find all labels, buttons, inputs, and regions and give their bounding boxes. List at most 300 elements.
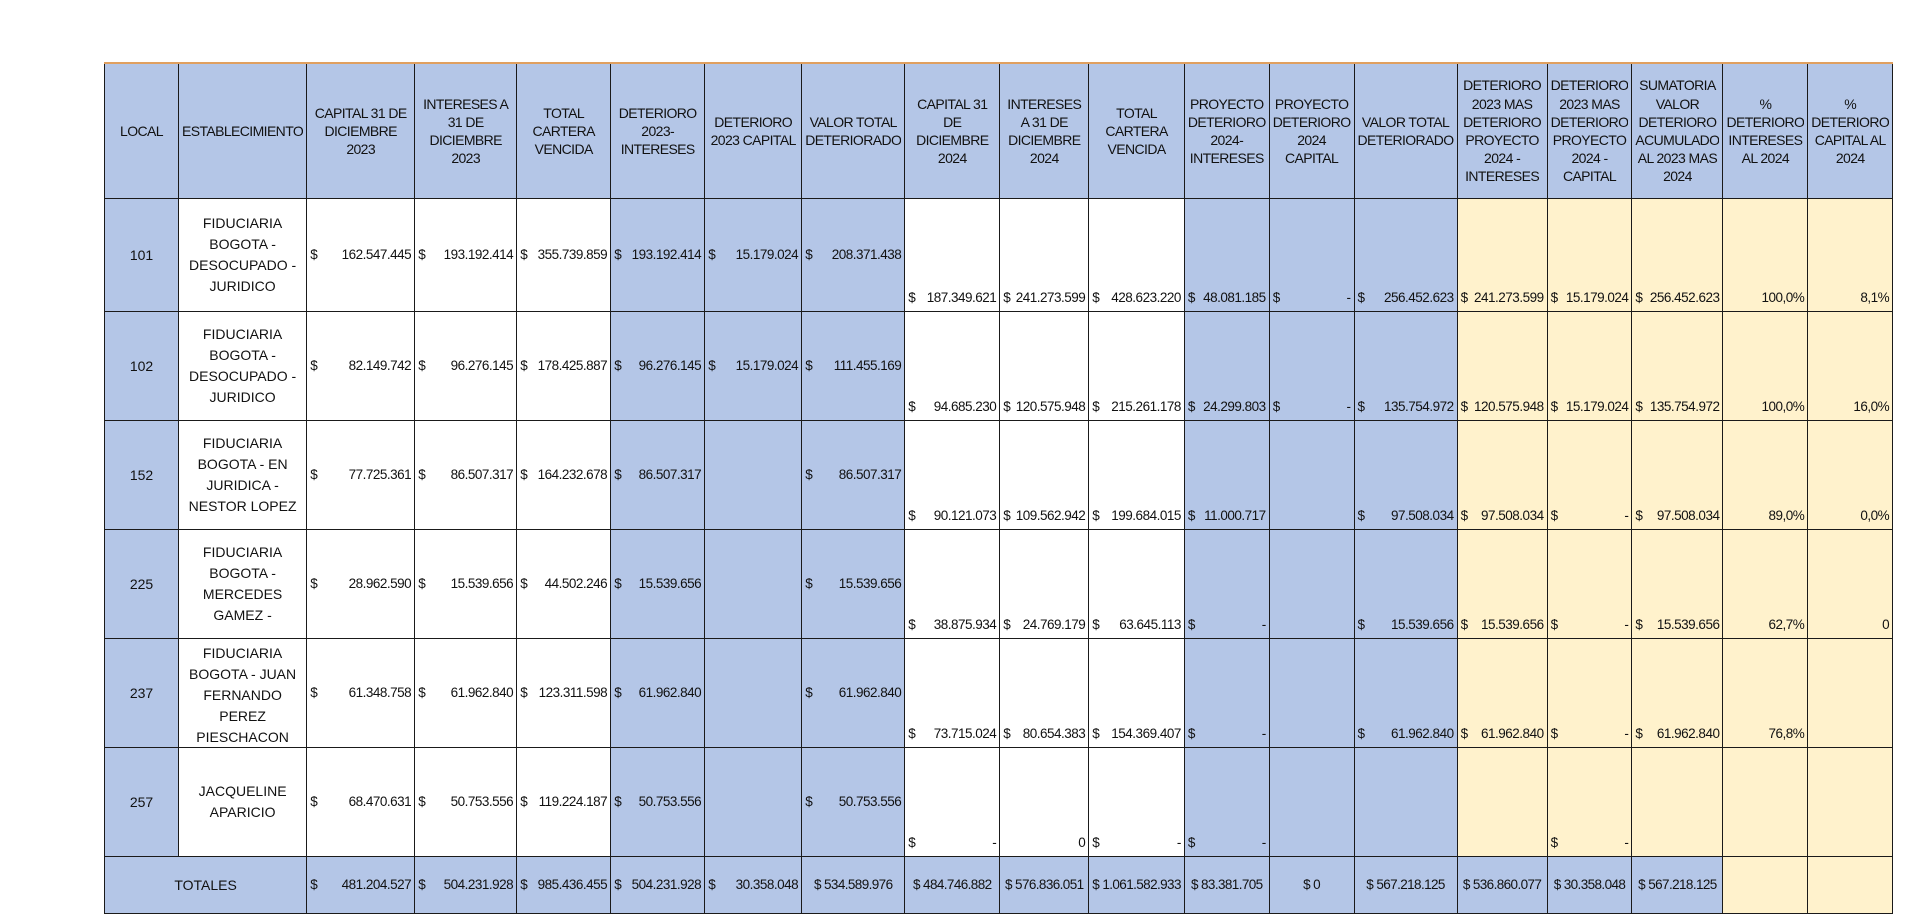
total-2023-cell xyxy=(517,639,611,748)
amount-value: 44.502.246 xyxy=(544,576,608,592)
valor-det-2024-cell xyxy=(1354,312,1457,421)
currency-symbol: $ xyxy=(614,247,622,263)
currency-symbol: $ xyxy=(418,576,426,592)
currency-symbol: $ xyxy=(1187,399,1195,415)
amount-value: 86.507.317 xyxy=(450,467,514,483)
acum-int-cell xyxy=(1457,312,1547,421)
column-header xyxy=(1632,63,1723,199)
acum-cap-cell xyxy=(1547,530,1632,639)
amount-value: 50.753.556 xyxy=(638,794,702,810)
currency-symbol: $ xyxy=(1187,726,1195,742)
local-cell: 102 xyxy=(105,312,179,421)
column-header-label: PROYECTO DETERIORO 2024-INTERESES xyxy=(1187,95,1266,167)
currency-symbol: $ xyxy=(1357,617,1365,633)
proy-int-2024-cell xyxy=(1184,530,1269,639)
amount-value: - xyxy=(1624,617,1629,633)
currency-symbol: $ xyxy=(614,467,622,483)
pct-cap-cell xyxy=(1808,639,1893,748)
currency-symbol: $ xyxy=(1003,508,1011,524)
currency-symbol: $ xyxy=(310,877,318,893)
amount-value: 187.349.621 xyxy=(926,290,997,306)
intereses-2023-cell xyxy=(415,421,517,530)
amount-value: 123.311.598 xyxy=(538,685,608,701)
currency-symbol: $ xyxy=(908,290,916,306)
currency-symbol: $ xyxy=(1357,508,1365,524)
column-header-label: VALOR TOTAL DETERIORADO xyxy=(805,113,902,148)
establecimiento-text: FIDUCIARIA BOGOTA - MERCEDES GAMEZ - xyxy=(202,544,283,623)
amount-value: 199.684.015 xyxy=(1111,508,1181,524)
currency-symbol: $ xyxy=(1635,399,1643,415)
amount-value: 68.470.631 xyxy=(348,794,412,810)
currency-symbol: $ xyxy=(418,247,426,263)
amount-value: - xyxy=(1346,399,1351,415)
total-capital-2024: $ 484.746.882 xyxy=(905,857,1000,914)
det-cap-2023-cell xyxy=(705,530,802,639)
amount-value: 15.539.656 xyxy=(838,576,902,592)
establecimiento-cell xyxy=(179,199,307,312)
amount-value: 50.753.556 xyxy=(838,794,902,810)
total-det-cap-2023 xyxy=(705,857,802,914)
currency-symbol: $ xyxy=(1092,508,1100,524)
amount-value: 24.769.179 xyxy=(1022,617,1086,633)
currency-symbol: $ xyxy=(708,247,716,263)
intereses-2024-cell xyxy=(1000,639,1089,748)
total-capital-2023 xyxy=(307,857,415,914)
amount-value: 256.452.623 xyxy=(1384,290,1454,306)
sumatoria-cell xyxy=(1632,530,1723,639)
amount-value: 154.369.407 xyxy=(1111,726,1181,742)
column-header xyxy=(1184,63,1269,199)
establecimiento-text: JACQUELINE APARICIO xyxy=(198,783,287,820)
currency-symbol: $ xyxy=(1003,290,1011,306)
amount-value: 15.179.024 xyxy=(1565,290,1629,306)
intereses-2023-cell xyxy=(415,530,517,639)
valor-det-2023-cell xyxy=(802,199,905,312)
total-pct-cap xyxy=(1808,857,1893,914)
proy-cap-2024-cell xyxy=(1269,530,1354,639)
currency-symbol: $ xyxy=(805,794,813,810)
amount-value: 50.753.556 xyxy=(450,794,514,810)
valor-det-2024-cell xyxy=(1354,639,1457,748)
currency-symbol: $ xyxy=(1460,617,1468,633)
currency-symbol: $ xyxy=(708,358,716,374)
amount-value: 61.962.840 xyxy=(838,685,902,701)
currency-symbol: $ xyxy=(1550,508,1558,524)
currency-symbol: $ xyxy=(1635,508,1643,524)
total-acum-cap: $ 30.358.048 xyxy=(1547,857,1632,914)
amount-value: 109.562.942 xyxy=(1015,508,1086,524)
amount-value: 15.539.656 xyxy=(638,576,702,592)
column-header-label: % DETERIORO INTERESES AL 2024 xyxy=(1726,95,1805,167)
acum-cap-cell xyxy=(1547,312,1632,421)
amount-value: 428.623.220 xyxy=(1111,290,1181,306)
currency-symbol: $ xyxy=(310,576,318,592)
currency-symbol: $ xyxy=(1635,726,1643,742)
column-header xyxy=(705,63,802,199)
amount-value: 355.739.859 xyxy=(537,247,608,263)
currency-symbol: $ xyxy=(520,467,528,483)
amount-value: 61.962.840 xyxy=(1391,726,1454,742)
table-row xyxy=(105,199,1893,312)
currency-symbol: $ xyxy=(1357,726,1365,742)
sumatoria-cell xyxy=(1632,312,1723,421)
amount-value: - xyxy=(992,835,997,851)
currency-symbol: $ xyxy=(310,358,318,374)
totals-row xyxy=(105,857,1893,914)
currency-symbol: $ xyxy=(520,877,528,893)
local-cell: 257 xyxy=(105,748,179,857)
amount-value: 80.654.383 xyxy=(1022,726,1086,742)
pct-int-cell: 89,0% xyxy=(1723,421,1808,530)
amount-value: 111.455.169 xyxy=(833,358,902,374)
currency-symbol: $ xyxy=(418,467,426,483)
intereses-2024-cell xyxy=(1000,199,1089,312)
currency-symbol: $ xyxy=(418,685,426,701)
amount-value: - xyxy=(1261,726,1266,742)
amount-value: 208.371.438 xyxy=(831,247,902,263)
column-header xyxy=(802,63,905,199)
amount-value: 90.121.073 xyxy=(933,508,997,524)
det-int-2023-cell xyxy=(611,530,705,639)
proy-int-2024-cell xyxy=(1184,748,1269,857)
currency-symbol: $ xyxy=(418,794,426,810)
proy-int-2024-cell xyxy=(1184,199,1269,312)
column-header xyxy=(179,63,307,199)
currency-symbol: $ xyxy=(1003,617,1011,633)
column-header xyxy=(1269,63,1354,199)
det-int-2023-cell xyxy=(611,312,705,421)
currency-symbol: $ xyxy=(908,617,916,633)
column-header xyxy=(1354,63,1457,199)
acum-cap-cell xyxy=(1547,639,1632,748)
column-header-label: LOCAL xyxy=(120,122,163,139)
amount-value: 24.299.803 xyxy=(1203,399,1266,415)
currency-symbol: $ xyxy=(1357,399,1365,415)
establecimiento-cell xyxy=(179,421,307,530)
intereses-2023-cell xyxy=(415,639,517,748)
currency-symbol: $ xyxy=(805,685,813,701)
column-header-label: DETERIORO 2023 CAPITAL xyxy=(710,113,796,148)
amount-value: 15.179.024 xyxy=(735,247,799,263)
establecimiento-text: FIDUCIARIA BOGOTA - DESOCUPADO - JURIDICO xyxy=(189,215,297,294)
det-cap-2023-cell xyxy=(705,312,802,421)
acum-cap-cell xyxy=(1547,748,1632,857)
det-int-2023-cell xyxy=(611,639,705,748)
header-row xyxy=(105,63,1893,199)
currency-symbol: $ xyxy=(1187,290,1195,306)
establecimiento-text: FIDUCIARIA BOGOTA - DESOCUPADO - JURIDICO xyxy=(189,326,297,405)
amount-value: 164.232.678 xyxy=(537,467,608,483)
currency-symbol: $ xyxy=(1187,508,1195,524)
amount-value: 38.875.934 xyxy=(933,617,997,633)
currency-symbol: $ xyxy=(1460,399,1468,415)
intereses-2024-cell xyxy=(1000,748,1089,857)
amount-value: 0 xyxy=(1078,835,1086,851)
table-row xyxy=(105,748,1893,857)
column-header xyxy=(905,63,1000,199)
total-2023-cell xyxy=(517,199,611,312)
acum-cap-cell xyxy=(1547,199,1632,312)
column-header-label: SUMATORIA VALOR DETERIORO ACUMULADO AL 2023 MAS 2024 xyxy=(1635,77,1720,185)
column-header-label: INTERESES A 31 DE DICIEMBRE 2024 xyxy=(1007,95,1082,167)
currency-symbol: $ xyxy=(1092,399,1100,415)
local-cell: 237 xyxy=(105,639,179,748)
sumatoria-cell xyxy=(1632,421,1723,530)
currency-symbol: $ xyxy=(1092,290,1100,306)
amount-value: 61.962.840 xyxy=(1481,726,1544,742)
amount-value: - xyxy=(1261,835,1266,851)
amount-value: 15.179.024 xyxy=(1565,399,1629,415)
currency-symbol: $ xyxy=(1357,290,1365,306)
amount-value: 96.276.145 xyxy=(450,358,514,374)
currency-symbol: $ xyxy=(708,877,716,893)
column-header-label: % DETERIORO CAPITAL AL 2024 xyxy=(1811,95,1890,167)
column-header-label: TOTAL CARTERA VENCIDA xyxy=(532,104,595,158)
column-header xyxy=(517,63,611,199)
currency-symbol: $ xyxy=(1003,399,1011,415)
total-acum-int: $ 536.860.077 xyxy=(1457,857,1547,914)
amount-value: 30.358.048 xyxy=(735,877,799,893)
total-intereses-2024: $ 576.836.051 xyxy=(1000,857,1089,914)
capital-2023-cell xyxy=(307,421,415,530)
capital-2024-cell xyxy=(905,312,1000,421)
currency-symbol: $ xyxy=(1092,835,1100,851)
table-row xyxy=(105,421,1893,530)
capital-2023-cell xyxy=(307,312,415,421)
amount-value: 61.348.758 xyxy=(348,685,412,701)
amount-value: 97.508.034 xyxy=(1481,508,1544,524)
amount-value: 193.192.414 xyxy=(631,247,702,263)
column-header-label: ESTABLECIMIENTO xyxy=(182,122,304,139)
amount-value: 119.224.187 xyxy=(538,794,608,810)
column-header xyxy=(1723,63,1808,199)
column-header-label: INTERESES A 31 DE DICIEMBRE 2023 xyxy=(423,95,509,167)
currency-symbol: $ xyxy=(1635,617,1643,633)
valor-det-2023-cell xyxy=(802,748,905,857)
total-2024-cell xyxy=(1089,199,1185,312)
det-cap-2023-cell xyxy=(705,421,802,530)
amount-value: 193.192.414 xyxy=(443,247,514,263)
amount-value: 135.754.972 xyxy=(1649,399,1720,415)
currency-symbol: $ xyxy=(1187,617,1195,633)
amount-value: 256.452.623 xyxy=(1649,290,1720,306)
amount-value: 241.273.599 xyxy=(1015,290,1086,306)
currency-symbol: $ xyxy=(1187,835,1195,851)
pct-int-cell xyxy=(1723,748,1808,857)
total-2024-cell xyxy=(1089,530,1185,639)
amount-value: 61.962.840 xyxy=(1656,726,1720,742)
total-2024-cell xyxy=(1089,639,1185,748)
column-header xyxy=(307,63,415,199)
amount-value: 97.508.034 xyxy=(1656,508,1720,524)
amount-value: 162.547.445 xyxy=(341,247,412,263)
amount-value: 215.261.178 xyxy=(1111,399,1181,415)
total-proy-int-2024: $ 83.381.705 xyxy=(1184,857,1269,914)
valor-det-2024-cell xyxy=(1354,748,1457,857)
amount-value: 15.539.656 xyxy=(1656,617,1720,633)
currency-symbol: $ xyxy=(908,508,916,524)
det-int-2023-cell xyxy=(611,421,705,530)
sumatoria-cell xyxy=(1632,639,1723,748)
total-det-int-2023 xyxy=(611,857,705,914)
currency-symbol: $ xyxy=(310,794,318,810)
currency-symbol: $ xyxy=(520,794,528,810)
currency-symbol: $ xyxy=(418,877,426,893)
amount-value: 985.436.455 xyxy=(537,877,608,893)
currency-symbol: $ xyxy=(614,576,622,592)
currency-symbol: $ xyxy=(520,358,528,374)
column-header-label: TOTAL CARTERA VENCIDA xyxy=(1105,104,1168,158)
total-2024-cell xyxy=(1089,748,1185,857)
valor-det-2023-cell xyxy=(802,421,905,530)
intereses-2024-cell xyxy=(1000,530,1089,639)
establecimiento-cell xyxy=(179,748,307,857)
amount-value: 120.575.948 xyxy=(1474,399,1544,415)
table-row xyxy=(105,530,1893,639)
total-2023-cell xyxy=(517,421,611,530)
det-int-2023-cell xyxy=(611,748,705,857)
pct-cap-cell: 16,0% xyxy=(1808,312,1893,421)
amount-value: 15.539.656 xyxy=(450,576,514,592)
valor-det-2024-cell xyxy=(1354,530,1457,639)
total-valor-det-2024: $ 567.218.125 xyxy=(1354,857,1457,914)
currency-symbol: $ xyxy=(805,576,813,592)
table-row xyxy=(105,312,1893,421)
proy-int-2024-cell xyxy=(1184,421,1269,530)
column-header xyxy=(105,63,179,199)
currency-symbol: $ xyxy=(1272,290,1280,306)
currency-symbol: $ xyxy=(805,467,813,483)
amount-value: 15.539.656 xyxy=(1481,617,1544,633)
pct-cap-cell: 0,0% xyxy=(1808,421,1893,530)
currency-symbol: $ xyxy=(805,247,813,263)
total-2024-cell xyxy=(1089,312,1185,421)
sumatoria-cell xyxy=(1632,199,1723,312)
amount-value: 178.425.887 xyxy=(537,358,608,374)
currency-symbol: $ xyxy=(1272,399,1280,415)
capital-2023-cell xyxy=(307,639,415,748)
amount-value: 77.725.361 xyxy=(348,467,412,483)
valor-det-2023-cell xyxy=(802,639,905,748)
column-header-label: CAPITAL 31 DE DICIEMBRE 2024 xyxy=(916,95,989,167)
local-cell: 152 xyxy=(105,421,179,530)
column-header-label: DETERIORO 2023 MAS DETERIORO PROYECTO 2024 - CAPITAL xyxy=(1550,77,1629,185)
pct-int-cell: 62,7% xyxy=(1723,530,1808,639)
amount-value: 86.507.317 xyxy=(638,467,702,483)
intereses-2024-cell xyxy=(1000,312,1089,421)
amount-value: 15.539.656 xyxy=(1391,617,1454,633)
total-2024-cell xyxy=(1089,421,1185,530)
total-2023-cell xyxy=(517,748,611,857)
sumatoria-cell xyxy=(1632,748,1723,857)
pct-int-cell: 100,0% xyxy=(1723,312,1808,421)
establecimiento-cell xyxy=(179,639,307,748)
valor-det-2023-cell xyxy=(802,312,905,421)
capital-2023-cell xyxy=(307,530,415,639)
currency-symbol: $ xyxy=(614,877,622,893)
amount-value: 504.231.928 xyxy=(631,877,702,893)
currency-symbol: $ xyxy=(805,358,813,374)
intereses-2023-cell xyxy=(415,312,517,421)
column-header xyxy=(1457,63,1547,199)
column-header-label: VALOR TOTAL DETERIORADO xyxy=(1357,113,1454,148)
pct-cap-cell: 8,1% xyxy=(1808,199,1893,312)
intereses-2023-cell xyxy=(415,748,517,857)
total-2023-cell xyxy=(517,312,611,421)
amount-value: - xyxy=(1261,617,1266,633)
amount-value: 82.149.742 xyxy=(348,358,412,374)
currency-symbol: $ xyxy=(1460,726,1468,742)
currency-symbol: $ xyxy=(1460,290,1468,306)
proy-cap-2024-cell xyxy=(1269,199,1354,312)
acum-int-cell xyxy=(1457,421,1547,530)
proy-cap-2024-cell xyxy=(1269,748,1354,857)
column-header xyxy=(1808,63,1893,199)
det-cap-2023-cell xyxy=(705,199,802,312)
currency-symbol: $ xyxy=(520,685,528,701)
amount-value: 61.962.840 xyxy=(638,685,702,701)
proy-cap-2024-cell xyxy=(1269,312,1354,421)
local-cell: 101 xyxy=(105,199,179,312)
amount-value: 241.273.599 xyxy=(1474,290,1544,306)
capital-2024-cell xyxy=(905,421,1000,530)
acum-int-cell xyxy=(1457,748,1547,857)
currency-symbol: $ xyxy=(310,247,318,263)
proy-cap-2024-cell xyxy=(1269,421,1354,530)
total-proy-cap-2024: $ 0 xyxy=(1269,857,1354,914)
total-total-2023 xyxy=(517,857,611,914)
intereses-2023-cell xyxy=(415,199,517,312)
amount-value: - xyxy=(1624,508,1629,524)
amount-value: 481.204.527 xyxy=(341,877,412,893)
table-header xyxy=(105,63,1893,199)
amount-value: 15.179.024 xyxy=(735,358,799,374)
establecimiento-text: FIDUCIARIA BOGOTA - EN JURIDICA - NESTOR LOPEZ xyxy=(188,435,297,514)
capital-2024-cell xyxy=(905,199,1000,312)
acum-int-cell xyxy=(1457,639,1547,748)
currency-symbol: $ xyxy=(1092,726,1100,742)
amount-value: 96.276.145 xyxy=(638,358,702,374)
currency-symbol: $ xyxy=(1550,835,1558,851)
local-cell: 225 xyxy=(105,530,179,639)
capital-2024-cell xyxy=(905,530,1000,639)
column-header xyxy=(1547,63,1632,199)
total-sumatoria: $ 567.218.125 xyxy=(1632,857,1723,914)
establecimiento-cell xyxy=(179,530,307,639)
currency-symbol: $ xyxy=(1550,290,1558,306)
currency-symbol: $ xyxy=(908,726,916,742)
currency-symbol: $ xyxy=(1550,726,1558,742)
totals-label: TOTALES xyxy=(105,857,307,914)
det-int-2023-cell xyxy=(611,199,705,312)
currency-symbol: $ xyxy=(908,399,916,415)
total-pct-int xyxy=(1723,857,1808,914)
capital-2023-cell xyxy=(307,748,415,857)
pct-cap-cell xyxy=(1808,748,1893,857)
valor-det-2024-cell xyxy=(1354,199,1457,312)
amount-value: 61.962.840 xyxy=(450,685,514,701)
acum-cap-cell xyxy=(1547,421,1632,530)
pct-int-cell: 76,8% xyxy=(1723,639,1808,748)
currency-symbol: $ xyxy=(418,358,426,374)
valor-det-2024-cell xyxy=(1354,421,1457,530)
column-header xyxy=(611,63,705,199)
det-cap-2023-cell xyxy=(705,748,802,857)
column-header-label: PROYECTO DETERIORO 2024 CAPITAL xyxy=(1272,95,1351,167)
det-cap-2023-cell xyxy=(705,639,802,748)
column-header xyxy=(415,63,517,199)
acum-int-cell xyxy=(1457,199,1547,312)
